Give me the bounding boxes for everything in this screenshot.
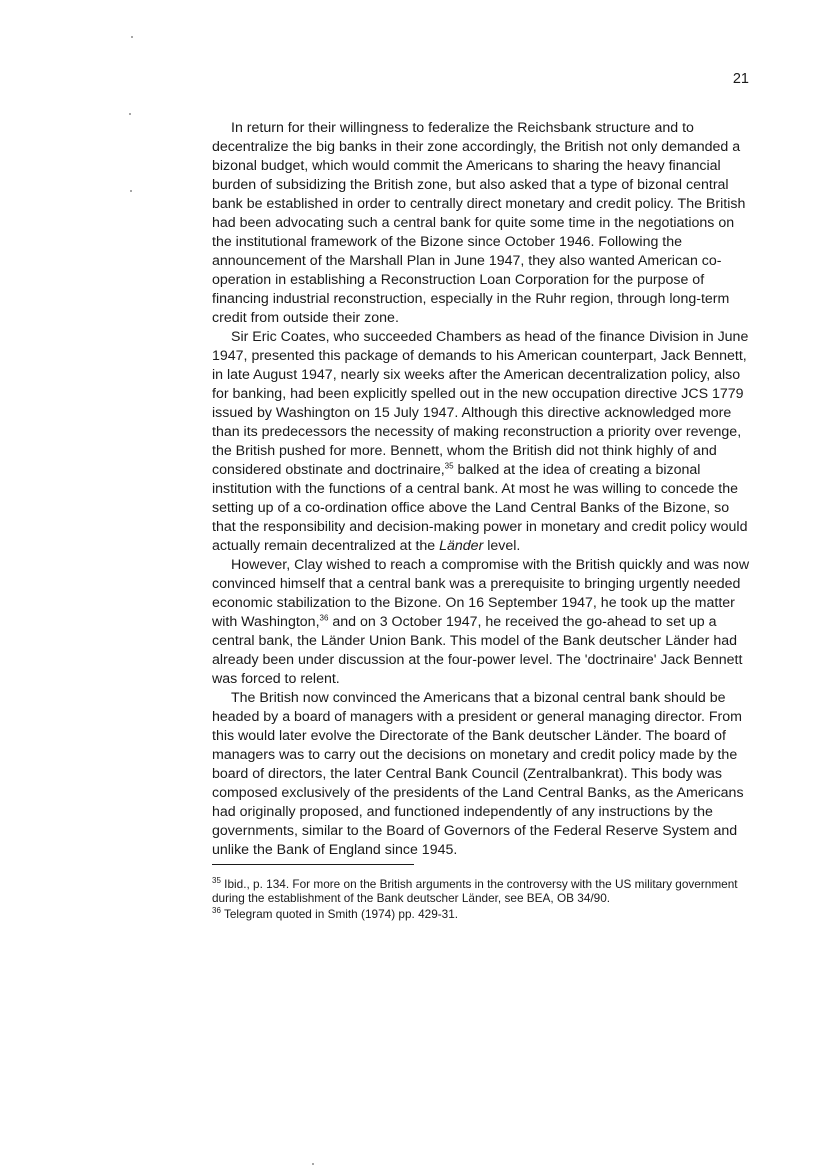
body-paragraph <box>212 328 752 556</box>
footnote-mark: 35 <box>212 876 221 886</box>
body-paragraph <box>212 689 752 860</box>
paragraph-text: level. <box>483 538 521 554</box>
scan-speck <box>129 113 131 115</box>
footnote-separator <box>212 864 414 865</box>
footnote <box>212 877 752 905</box>
page-number: 21 <box>732 71 749 87</box>
footnote-mark: 36 <box>212 906 221 916</box>
italic-term: Länder <box>439 538 484 554</box>
paragraph-text: balked at the idea of creating a bizonal institution with the functions of a central bank. At most he was willing to concede the setting up of a co-ordination office above the Land Central Banks of the Bizone, so that the responsibility and decision-making power in monetary and credit policy would actually remain decentralized at the <box>212 462 748 554</box>
footnote-reference: 36 <box>319 613 329 623</box>
footnote-reference: 35 <box>444 461 454 471</box>
body-paragraph <box>212 119 752 328</box>
paragraph-text: In return for their willingness to federalize the Reichsbank structure and to decentralize the big banks in their zone accordingly, the British not only demanded a bizonal budget, which would commit the Americans to sharing the heavy financial burden of subsidizing the British zone, but also asked that a type of bizonal central bank be established in order to centrally direct monetary and credit policy. The British had been advocating such a central bank for quite some time in the negotiations on the institutional framework of the Bizone since October 1946. Following the announcement of the Marshall Plan in June 1947, they also wanted American co-operation in establishing a Reconstruction Loan Corporation for the purpose of financing industrial reconstruction, especially in the Ruhr region, through long-term credit from outside their zone. <box>212 120 746 326</box>
paragraph-list <box>212 119 752 860</box>
footnote-text: Ibid., p. 134. For more on the British arguments in the controversy with the US military government during the establishment of the Bank deutscher Länder, see BEA, OB 34/90. <box>212 877 738 905</box>
footnote <box>212 907 752 921</box>
paragraph-text: and on 3 October 1947, he received the go-ahead to set up a central bank, the Länder Union Bank. This model of the Bank deutscher Länder had already been under discussion at the four-power level. The 'doctrinaire' Jack Bennett was forced to relent. <box>212 614 743 687</box>
paragraph-text: Sir Eric Coates, who succeeded Chambers as head of the finance Division in June 1947, presented this package of demands to his American counterpart, Jack Bennett, in late August 1947, nearly six weeks after the American decentralization policy, also for banking, had been explicitly spelled out in the new occupation directive JCS 1779 issued by Washington on 15 July 1947. Although this directive acknowledged more than its predecessors the necessity of making reconstruction a priority over revenge, the British pushed for more. Bennett, whom the British did not think highly of and considered obstinate and doctrinaire, <box>212 329 749 478</box>
scan-speck <box>312 1163 314 1165</box>
footnote-text: Telegram quoted in Smith (1974) pp. 429-31. <box>220 907 459 921</box>
footnote-list <box>212 877 752 921</box>
paragraph-text: The British now convinced the Americans that a bizonal central bank should be headed by a board of managers with a president or general managing director. From this would later evolve the Directorate of the Bank deutscher Länder. The board of managers was to carry out the decisions on monetary and credit policy made by the board of directors, the later Central Bank Council (Zentralbankrat). This body was composed exclusively of the presidents of the Land Central Banks, as the Americans had originally proposed, and functioned independently of any instructions by the governments, similar to the Board of Governors of the Federal Reserve System and unlike the Bank of England since 1945. <box>212 690 744 858</box>
scan-speck <box>130 190 132 192</box>
scan-speck <box>131 36 133 38</box>
body-paragraph <box>212 556 752 689</box>
paragraph-text: However, Clay wished to reach a compromise with the British quickly and was now convinced himself that a central bank was a prerequisite to bringing urgently needed economic stabilization to the Bizone. On 16 September 1947, he took up the matter with Washington, <box>212 557 750 630</box>
body-text <box>212 119 752 923</box>
